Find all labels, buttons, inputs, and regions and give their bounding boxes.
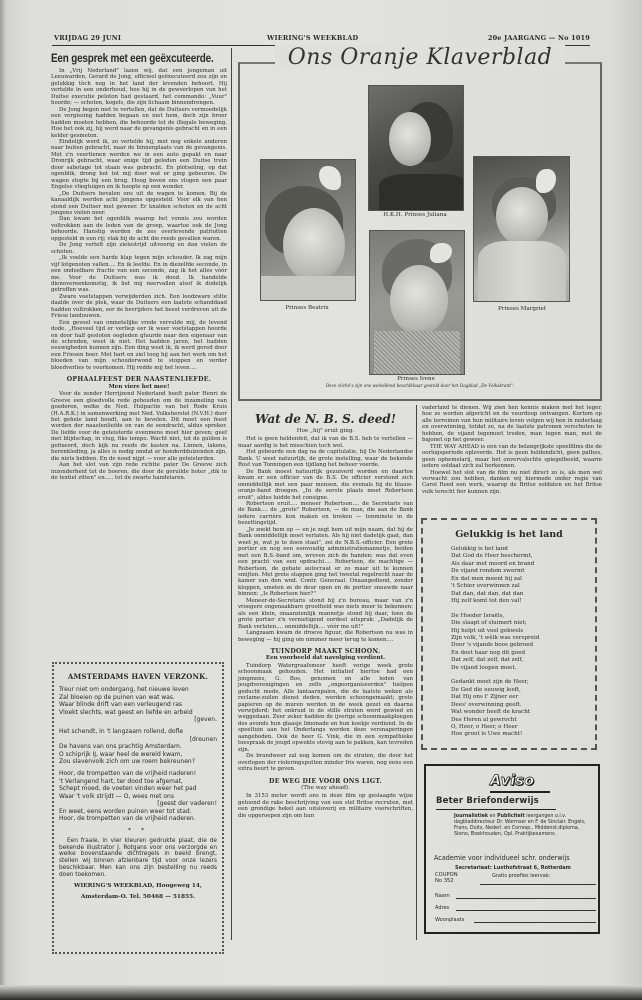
poem-line: Hoe groot is Uwe macht!	[451, 731, 523, 738]
paragraph: Dan kwam het ogenblik waarop het vonnis zou worden voltrokken aan de leden van de groep, waartoe ook de Jong behoorde. Hanstig werden de zes overlevende patriotten opgesteld in een rij; vlak bij de acht die reeds gevallen waren.	[51, 216, 227, 242]
feature-title: Ons Oranje Klaverblad	[275, 45, 565, 70]
paragraph: Voor de zender Herrijzend Nederland heeft pater Henri de Greeve een gloedvolle rede gehouden om de inzameling van goederen, welke de Ned. Hulpactie van het Rode Kruis (H.A.R.K.) in samenwerking met Ned. Volksherstel (N.V.H.) door het gehele land houdt, aan te bevelen. Dit moet een feest worden der naastenliefde en van de eendracht, aldus spreker. De liefde voor de geteisterde evenmens moet hier geven; geef met blijdschap, in vlug, fiks tempo. Wacht niet, tot de gulden is gefixeerd, doch kijk nu reeds de kasten na. Linnen, lakens, herenkleding, ja alles is nodig omdat er honderdduizenden zijn, die niets hebben. En de nood nijpt — voor alle geteisterden.	[51, 391, 227, 462]
column-left	[51, 52, 227, 482]
logo-underline	[490, 791, 550, 793]
field-label-adres: Adres	[435, 905, 450, 911]
poem-line: De vijand rondom zwermt	[451, 568, 525, 575]
coupon-field-woonplaats[interactable]	[474, 922, 596, 923]
poem-line: Dat God de Heer beschermt,	[451, 553, 533, 560]
paragraph: Tuindorp Watergraafsmeer heeft vorige week grote schoonmaak gehouden. Het initiatief hiertoe had een jongmens, G. Bos, genomen en alle leden van jeugdverenigingen en zelfs „ongeorganiseerden" hielpen geducht mede. Alle lantaarnpalen, die de laatste weken als reclame-zuilen dienst deden, werden schoongemaakt; grote papieren op de muren werden in de week gezet en daarna verwijderd; het onkruid in de stille straten werd gewied en weggedaan. Zeer zeker hadden de ijverige schoonmaakploegen des avonds hun glaasje limonade en hun koekje verdiend. In de speeltuin aan het Onderlangs werden deze versnaperingen aangeboden. Ook de heer G. Vink, die in een sympathieke toespraak de jeugd opwekte stevig aan te pakken, kan tevreden zijn.	[238, 662, 413, 753]
page-edge-shadow	[0, 0, 6, 1000]
poem-note: Een fraaie, in vier kleuren gedrukte plaat, die de bekende illustrator J. Rotgans voor ons verzorgde en welke bovenstaande dichtregels in beeld brengt, stellen wij binnen afzienbare tijd voor onze lezers beschikbaar. Men kan ons zijn bestelling nu reeds doen toekomen.	[59, 837, 217, 878]
paragraph: De Jong vertelt zijn zielestrijd uitvoerig en dan vielen de schoten.	[51, 242, 227, 255]
poem-stanza	[451, 613, 589, 673]
subhead-ophaalfeest: Men viere het mee!	[108, 383, 170, 390]
poem-line: Hij zelf komt tot den val!	[451, 598, 522, 605]
ad-secretariat: Secretariaat: Lusthofstraat 6, Rotterdam	[455, 865, 571, 871]
masthead-issue: 20e JAARGANG — No 1019	[487, 34, 590, 42]
poem-line: Wat wonder heeft de kracht	[451, 709, 531, 716]
paragraph: Langzaam kwam de droeve figuur, die Robertson nu was in beweging — hij ging om nimmer meer terug te komen....	[238, 630, 413, 643]
paragraph: Eindelijk werd ik, zo vertelde hij, met nog enkele anderen naar buiten gebracht, naar de binnenplaats van de gevangenis. Met z'n veertienen werden we in een auto gepakt en naar Dronrijk gebracht, waar enige tijd geleden een Duitse trein door sabotage tot staan was gebracht. En plotseling, op dat ogenblik, drong het tot mij door wat er ging gebeuren. De wagen stopte bij een brug. Hoog boven ons vlogen een paar Engelse vliegtuigen en ik hoopte op een wonder.	[51, 138, 227, 191]
paragraph: Meneer-de-Secretaris stond bij z'n bureau, maar van z'n vroegere ongenaakbare grootheid was niets meer te bekennen: als een klein, onaanzienlijk mannetje stond hij daar, toen de grote portier z'n vernietigend oordeel uitsprak: „Dadelijk de Bank verlaten.... onmiddellijk.... vóór me uit!"	[238, 597, 413, 630]
poem-line: Dat zelf, dat zelf, dat zelf,	[451, 657, 524, 664]
poem-line: Des Heren al gewrocht	[451, 716, 517, 723]
coupon-field-naam[interactable]	[456, 898, 596, 899]
headline-film: DE WEG DIE VOOR ONS LIGT.	[269, 777, 382, 785]
ad-subtitle: Beter Briefonderwijs	[436, 796, 539, 806]
paragraph: Het gebeurde een dag na de capitulatie, bij De Nederlandse Bank. U weet natuurlijk, de grote instelling, waar de bekende Rost van Tonningen een tijdlang het beheer voerde.	[238, 449, 413, 469]
poem-line: Gelukkig is het land	[451, 546, 508, 552]
paragraph: Hoewel het slot van de film nu niet direct zo is, als men wel verwacht zou hebben, danken wij hiermede onder regie van Carol Reed een werk, waarop de Britse soldaten en het Britse volk terecht fier kunnen zijn.	[422, 469, 602, 495]
masthead-date: VRIJDAG 29 JUNI	[54, 34, 122, 42]
poem-line: [dreunen	[189, 735, 217, 743]
caption-juliana: H.K.H. Prinses Juliana	[383, 212, 447, 218]
paragraph: vaderland te dienen. Wij zien hen kennis maken met het leger, hoe ze worden afgericht en de vuurdoop ontvangen. Kortom op alle terreinen van hun militaire leven volgen wij hen in nederlaag en overwinning, totdat ze, na de laatste patronen verschoten te hebben, de vijand tegemoet treden, man tegen man, met de bajonet op het geweer.	[422, 405, 602, 444]
poem-line: Dat Hij ons t' Zijner eer	[451, 694, 519, 701]
page-bottom-shadow	[0, 985, 642, 1000]
paragraph: THE WAY AHEAD is een van de belangrijkste speelfilms die de oorlogsperiode opleverde. Het is geen heldendicht, geen pathos, geen ophemelarij, maar het onvervalschte spiegelbeeld, waarin iedere soldaat zich zal herkennen.	[422, 443, 602, 470]
column-divider	[231, 48, 232, 940]
poem-line: En doet haar nog dit goed	[451, 649, 526, 656]
ad-body	[454, 814, 596, 838]
advertisement-aviso	[424, 764, 600, 934]
address-line: Amsterdam-O. Tel. 50468 — 51855.	[80, 893, 196, 900]
ad-body-text: en	[488, 814, 498, 819]
poem-line: De vijand loopen moet.	[451, 664, 517, 671]
poem-line: Dat dan, dat dan, dat dan	[451, 590, 524, 597]
poem-line: Vloekt slechts, wat geest en liefde en arbeid	[59, 708, 193, 716]
photo-dress	[478, 241, 566, 301]
address-line: WIERING'S WEEKBLAD, Hoogeweg 14,	[74, 882, 202, 889]
poem-line: Waar blinde drift van een verleugend ras	[59, 701, 183, 709]
photo-margriet	[473, 156, 570, 302]
poem-title: Gelukkig is het land	[455, 529, 563, 540]
caption-beatrix: Prinses Beatrix	[285, 305, 329, 311]
photo-face	[496, 187, 548, 245]
photo-face	[389, 112, 431, 166]
poem-line: O, Heer, o Heer, o Heer	[451, 723, 518, 730]
paragraph: De Jong begon met te vertellen, dat de Duitsers vermoedelijk een vergissing hadden begaan en niet hem, doch zijn broer hadden moeten hebben, die behoorde tot de illegale beweging. Hoe het ook zij, hij werd naar de gevangenis gebracht en in een kelder gesmeten.	[51, 106, 227, 139]
ad-academy: Academie voor individueel schr. onderwijs	[434, 854, 570, 862]
poem-line: De havens van ons prachtig Amsterdam.	[59, 743, 182, 751]
poem-line: Schept moed, de voeten vinden weer het pad	[59, 785, 197, 793]
column-divider	[416, 405, 417, 940]
paragraph: Het is geen heldenfeit, dat ik van de B.S. heb te vertellen — maar aardig is het misschien toch wel.	[238, 436, 413, 449]
ad-body-text: leergangen o.l.v. dagbladdirecteur Dr. Wormser en F. de Sinclair. Engels, Frans, Duits, Nederl. en Corresp., Middenst.diploma, Steno, Boekhouden, Opl. Praktijkexamens.	[454, 814, 586, 837]
separator-stars: * *	[128, 827, 148, 835]
photo-irene	[369, 230, 465, 375]
poem-stanza	[451, 546, 589, 606]
headline-ophaalfeest: OPHAALFEEST DER NAASTENLIEFDE.	[66, 376, 212, 384]
coupon-number: No 352	[435, 877, 454, 884]
caption-irene: Prinses Irene	[397, 376, 435, 382]
poem-line: Hoor, de trompetten van de vrijheid naderen!	[59, 770, 197, 778]
poem-line: Dees' overwinning geeft.	[451, 701, 522, 708]
poem-stanza	[59, 728, 217, 765]
poem-line: En dat men meent hij zal	[451, 575, 522, 582]
poem-line: Treur niet om ondergang, het nieuwe leven	[59, 686, 189, 694]
poem-stanza	[59, 770, 217, 822]
paragraph: Zware voetstappen verwijderden zich. Een loodzware stilte daalde over de plek, waar de Duitsers een laatste schanddaad hadden voltrokken, eer de bevrijders het beest verdreven uit de Friese landouwen.	[51, 293, 227, 320]
poem-line: [geven.	[194, 716, 217, 724]
paragraph: Aan het slot van zijn rede richtte pater De Greeve zich inzonderheid tot de boeren, die door de geruilde boter „dik in de textiel zitten" en..... tot de zwarte handelaren.	[51, 462, 227, 482]
paragraph: De Bank moest natuurlijk gezuiverd worden en daartoe kwam er een officier van de B.S. De officier verstond zich onmiddellijk met een paar mensen, die evenals hij de blauw-oranje-band droegen. „In de eerste plaats moet Robertson eruit", aldus luidde het consigne.	[238, 468, 413, 501]
field-label-naam: Naam	[435, 893, 450, 899]
coupon-field-leervak[interactable]	[480, 884, 596, 885]
masthead-title: WIERING'S WEEKBLAD	[267, 34, 359, 42]
gratis-label: Gratis proefles leervak:	[492, 873, 551, 879]
poem-title: AMSTERDAMS HAVEN VERZONK.	[67, 672, 209, 681]
subhead-nbs: Hoe „hij" eruit ging.	[296, 428, 355, 434]
photo-juliana	[368, 85, 464, 211]
coupon-field-adres[interactable]	[456, 910, 596, 911]
photo-collar	[261, 276, 355, 301]
poem-line: Door 's vijands boos gebroed	[451, 642, 534, 649]
poem-line: Zal bloeien op de puinen van wat was.	[59, 693, 175, 701]
poem-line: [geest der vaderen!	[157, 800, 217, 808]
paragraph: „Ik voelde een harde klap tegen mijn schouder. Ik zag mijn vijf lotgenoten vallen.... En ik leefde. En in diezelfde seconde, in een ondeelbare fractie van een seconde, zag ik het alles vóór me. Voor de Duitsers was ik dood. Ik handelde dienovereenkomstig, ik liet mij neervallen alsof ik dodelijk getroffen was.	[51, 255, 227, 294]
field-label-woonplaats: Woonplaats	[435, 917, 465, 923]
photo-credit: Deze cliché's zijn ons welwillend beschikbaar gesteld door het Dagblad „De Volkskrant".	[325, 383, 515, 388]
poem-line: O schiprijk IJ, waar heel de wereld kwam,	[59, 750, 183, 758]
poem-line: Die slaapt of sluimert niet;	[451, 620, 527, 627]
poem-stanza	[451, 679, 589, 739]
photo-bow	[536, 169, 556, 193]
poem-line: De God die eeuwig leeft,	[451, 686, 521, 693]
caption-margriet: Prinses Margriet	[498, 306, 546, 312]
poem-line: Hoor, de trompetten van de vrijheid naderen.	[59, 814, 196, 822]
subtitle-underline	[436, 809, 556, 810]
coupon-label	[435, 873, 458, 884]
poem-line: 't Schier overwinnen zal	[451, 583, 520, 590]
aviso-logo: Aviso	[490, 773, 535, 789]
paragraph: „De Duitsers bevalen ons uit de wagen te komen. Bij de kanaaldijk werden acht jongens opgesteld. Voor elk van hen stond een Duitser met geweer. Er knalden schoten en de acht jongens vielen neer.	[51, 190, 227, 216]
paragraph: In „Vrij Nederland" lazen wij, dat een jongeman uit Leeuwarden, Gerard de Jong, officieel geëxecuteerd zou zijn en gelukkig tòch nog in het land der levenden behoort. Hij vertelde in een onderhoud, hoe hij in de geweerlopen van het Duitse executie peloton had gestaard, het commando: „Vuur" hoorde; — schoten, kogels, die zijn lichaam binnendrongen.	[51, 68, 227, 107]
poem-line: De Hoeder Israëls,	[451, 612, 505, 619]
ad-body-bold: Journalistiek	[454, 814, 489, 819]
poem-line: Zijn volk, 't wèlk was verspreid	[451, 634, 540, 641]
paragraph: Een gevoel van onmetelijke vrede vervulde mij, de levend dode. „Hoeveel tijd er verliep eer ik weer voetstappen hoorde en door half gesloten oogleden gluurde naar den eigenaar van de schreden, weet ik niet. Het hadden jaren, het hadden eeuwigheden kunnen zijn. Een ding weet ik, ik werd gered door een Friesen boer. Met hart en ziel toog hij aan het werk om het bloeden van mijn schouderwond te stoppen en verder bloedverlies te voorkomen. Hij redde mij het leven....	[51, 319, 227, 371]
poem-line: Het schendt, in 't langzaam rollend, dofle	[59, 728, 184, 736]
subhead-film: (The way ahead).	[301, 785, 350, 792]
photo-shoulders	[379, 174, 464, 211]
poem-line: Als daar met moord en brand	[451, 560, 535, 567]
poem-line: 't Verlangend hart, ter dood toe afgemat,	[59, 777, 183, 785]
column-right	[422, 405, 602, 495]
photo-face	[283, 208, 345, 282]
coupon-title: COUPON	[435, 872, 458, 878]
ad-body-bold: Publiciteit	[497, 814, 525, 819]
poem-line: Waar 't volk strijdt — O, wees met ons	[59, 792, 174, 800]
paragraph: De brandweer zal nog komen om de straten, die door het overlopen der rioleringsputten minder fris waren, nog eens een extra beurt te geven.	[238, 753, 413, 773]
poem-line: Gedankt moet zijn de Heer,	[451, 679, 529, 686]
subhead-tuindorp: Een voorbeeld dat navolging verdient.	[265, 655, 386, 662]
headline-execution: Een gesprek met een geëxcuteerde.	[51, 53, 214, 65]
photo-face	[390, 265, 448, 335]
paragraph: „Je zoekt hem op — en je zegt hem uit mijn naam, dat hij de Bank onmiddellijk moet verlaten. Als hij niet dadelijk gaat, dan weet je, wat je te doen staat", zei de N.B.S.-officier. Een grote portier en nog een eenvoudig administratiemannetje, beiden met een B.S.-band om, wreven zich de handen: was dat even een pracht van een opdracht.... Robertson, de machtige — Robertson, de gehate autocraat er zo maar uit te kunnen smijten. Met grote stappen ging het tweetal regelrecht naar de kamer van den wnd. Contr. Generaal. Onaangediend, zonder kloppen, smeten ze de deur open en de portier snauwde naar binnen: „Is Robertson hier?"	[238, 526, 413, 598]
photo-dress	[374, 331, 460, 375]
paragraph: Robertson eruit.... meneer Robertson.... de Secretaris van de Bank.... de „grote" Robertson, — de man, die aan de Bank iedere carrière kon maken en breken — tenminste in de bezettingstijd.	[238, 500, 413, 527]
poem-stanza	[59, 686, 217, 723]
poem-amsterdam-box	[52, 662, 224, 954]
photo-bow	[319, 166, 341, 190]
poem-line: Zou slavenvolk zich om uw roem bekreunen?	[59, 758, 195, 766]
paragraph: In 3153 meter wordt ons in deze film op geslaagde wijze getoond de rake beschrijving van een stel Britse recruten, met een grondige hekel aan uitsloverij en militaire voorschriften, die opgeroepen zijn om hun	[238, 793, 413, 819]
column-middle	[238, 412, 413, 819]
poem-gelukkig-box	[421, 518, 597, 750]
poem-line: En weet, eens worden puinen weer tot stad.	[59, 807, 192, 815]
feature-oranje-klaverblad	[235, 45, 605, 400]
poem-line: Hij helpt uit veel gekwels	[451, 627, 524, 634]
article-execution-body	[51, 68, 227, 371]
headline-nbs: Wat de N. B. S. deed!	[254, 412, 397, 426]
photo-beatrix	[260, 159, 356, 301]
headline-tuindorp: TUINDORP MAAKT SCHOON.	[270, 647, 381, 655]
